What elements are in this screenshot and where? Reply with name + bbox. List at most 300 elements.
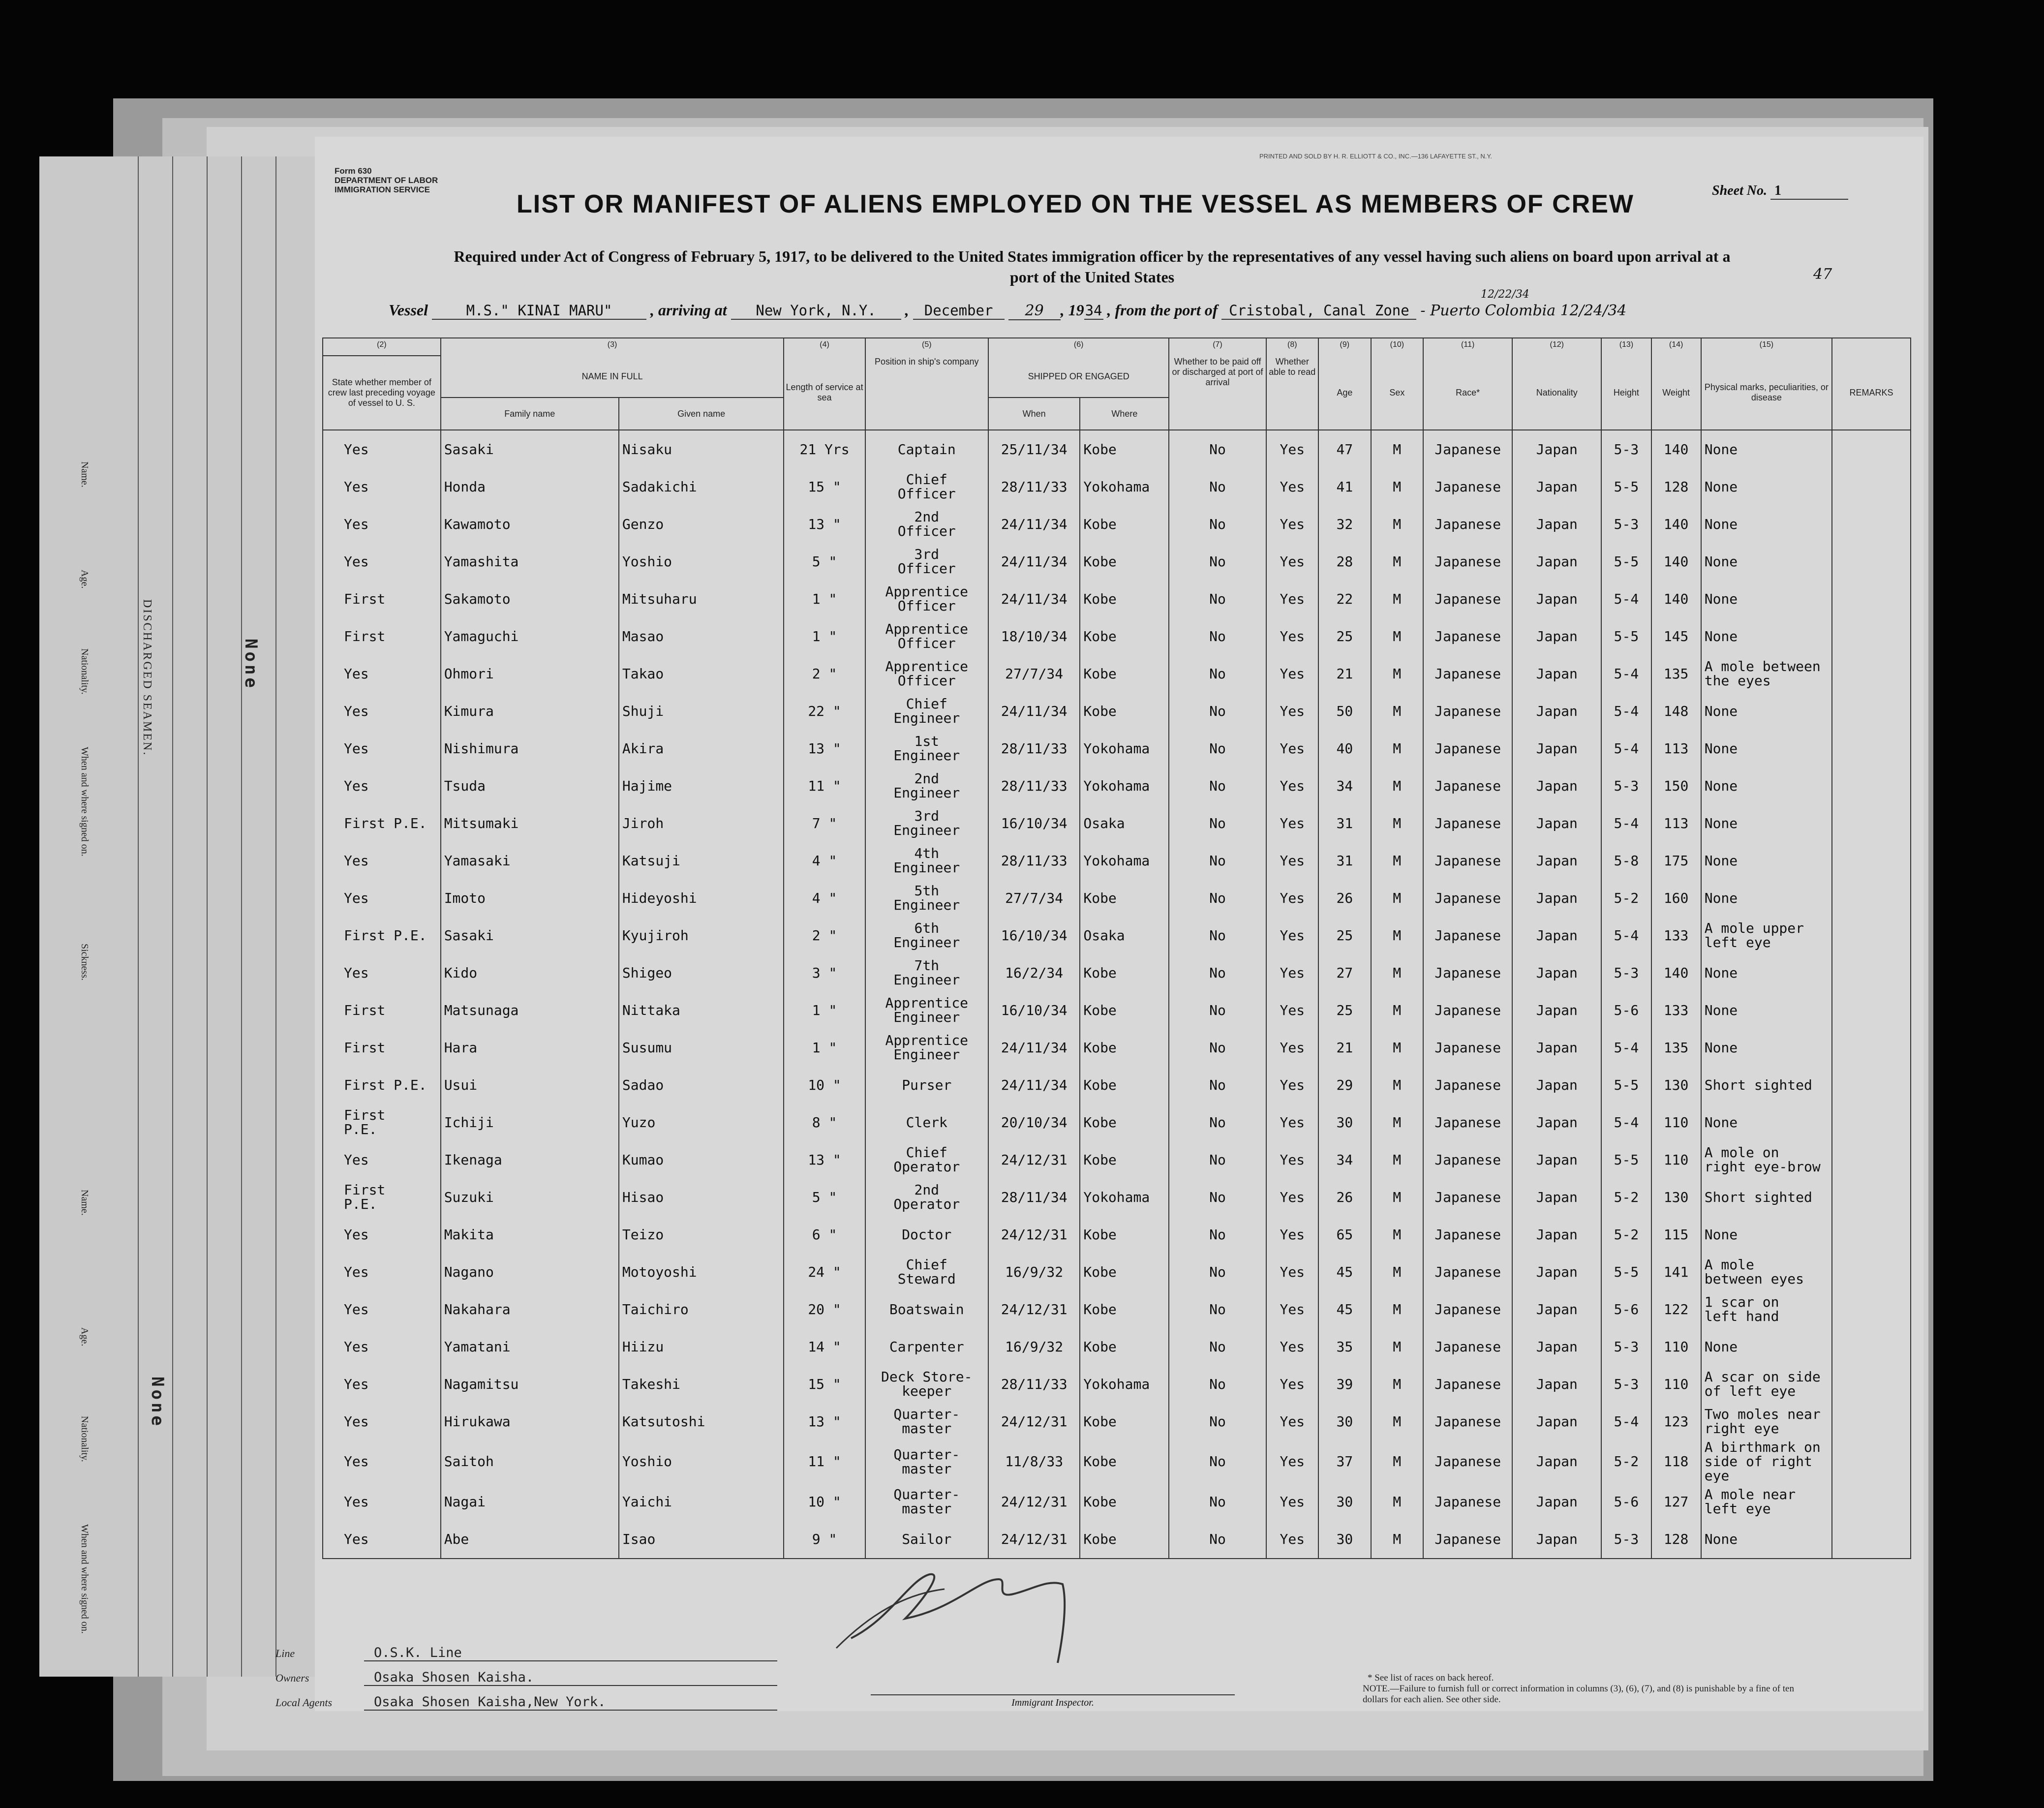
header-physical-marks: Physical marks, peculiarities, or disease bbox=[1701, 356, 1832, 430]
sex-cell: M bbox=[1371, 954, 1424, 991]
shipped-when-cell: 24/11/34 bbox=[988, 1066, 1080, 1103]
inspector-signature bbox=[831, 1545, 1176, 1692]
shipped-where-cell: Kobe bbox=[1080, 430, 1169, 468]
arrival-day: 29 bbox=[1008, 302, 1061, 320]
column-number: (9) bbox=[1318, 338, 1371, 356]
shipped-where-cell: Kobe bbox=[1080, 1141, 1169, 1178]
nationality-cell: Japan bbox=[1512, 655, 1601, 692]
strip-label: Sickness. bbox=[79, 944, 90, 981]
age-cell: 45 bbox=[1318, 1290, 1371, 1328]
length-of-service-cell: 7 " bbox=[784, 804, 865, 842]
position-cell: Quarter- master bbox=[865, 1440, 988, 1483]
strip-label: Nationality. bbox=[79, 648, 90, 695]
weight-cell: 150 bbox=[1651, 767, 1701, 804]
length-of-service-cell: 13 " bbox=[784, 730, 865, 767]
able-to-read-cell: Yes bbox=[1266, 692, 1319, 730]
shipped-where-cell: Kobe bbox=[1080, 543, 1169, 580]
able-to-read-cell: Yes bbox=[1266, 580, 1319, 617]
length-of-service-cell: 1 " bbox=[784, 617, 865, 655]
nationality-cell: Japan bbox=[1512, 767, 1601, 804]
weight-cell: 141 bbox=[1651, 1253, 1701, 1290]
header-paid-off: Whether to be paid off or discharged at port of arrival bbox=[1169, 356, 1266, 430]
sex-cell: M bbox=[1371, 1178, 1424, 1216]
height-cell: 5-2 bbox=[1601, 1178, 1651, 1216]
shipped-when-cell: 11/8/33 bbox=[988, 1440, 1080, 1483]
shipped-where-cell: Yokohama bbox=[1080, 468, 1169, 505]
agents-row bbox=[275, 1694, 777, 1711]
crew-status-cell: Yes bbox=[323, 730, 441, 767]
from-port-label: , from the port of bbox=[1107, 301, 1218, 319]
physical-marks-cell: 1 scar on left hand bbox=[1701, 1290, 1832, 1328]
physical-marks-cell: None bbox=[1701, 767, 1832, 804]
physical-marks-cell: None bbox=[1701, 804, 1832, 842]
note-races: * See list of races on back hereof. bbox=[1368, 1673, 1494, 1683]
nationality-cell: Japan bbox=[1512, 954, 1601, 991]
family-name-cell: Ichiji bbox=[441, 1103, 619, 1141]
nationality-cell: Japan bbox=[1512, 1290, 1601, 1328]
position-cell: Captain bbox=[865, 430, 988, 468]
age-cell: 47 bbox=[1318, 430, 1371, 468]
height-cell: 5-3 bbox=[1601, 1328, 1651, 1365]
table-row bbox=[323, 1216, 1911, 1253]
height-cell: 5-6 bbox=[1601, 991, 1651, 1029]
given-name-cell: Hisao bbox=[619, 1178, 784, 1216]
header-able-read: Whether able to read bbox=[1266, 356, 1319, 430]
able-to-read-cell: Yes bbox=[1266, 1520, 1319, 1558]
physical-marks-cell: None bbox=[1701, 692, 1832, 730]
physical-marks-cell: None bbox=[1701, 1520, 1832, 1558]
weight-cell: 130 bbox=[1651, 1066, 1701, 1103]
crew-status-cell: First bbox=[323, 580, 441, 617]
header-family-name: Family name bbox=[441, 398, 619, 430]
crew-status-cell: First P.E. bbox=[323, 1066, 441, 1103]
paid-off-cell: No bbox=[1169, 430, 1266, 468]
strip-column-line bbox=[241, 156, 242, 1677]
nationality-cell: Japan bbox=[1512, 430, 1601, 468]
crew-status-cell: First bbox=[323, 1029, 441, 1066]
physical-marks-cell: None bbox=[1701, 1216, 1832, 1253]
height-cell: 5-4 bbox=[1601, 917, 1651, 954]
length-of-service-cell: 4 " bbox=[784, 879, 865, 917]
length-of-service-cell: 1 " bbox=[784, 1029, 865, 1066]
table-row bbox=[323, 430, 1911, 468]
handwritten-page-number: 47 bbox=[1813, 266, 1832, 283]
race-cell: Japanese bbox=[1423, 1141, 1512, 1178]
column-number: (11) bbox=[1423, 338, 1512, 356]
column-number: (2) bbox=[323, 338, 441, 356]
able-to-read-cell: Yes bbox=[1266, 1483, 1319, 1520]
race-cell: Japanese bbox=[1423, 1216, 1512, 1253]
header-given-name: Given name bbox=[619, 398, 784, 430]
height-cell: 5-4 bbox=[1601, 1029, 1651, 1066]
race-cell: Japanese bbox=[1423, 1290, 1512, 1328]
physical-marks-cell: None bbox=[1701, 730, 1832, 767]
sex-cell: M bbox=[1371, 1103, 1424, 1141]
crew-table-body bbox=[323, 430, 1911, 1559]
length-of-service-cell: 15 " bbox=[784, 468, 865, 505]
age-cell: 25 bbox=[1318, 617, 1371, 655]
length-of-service-cell: 2 " bbox=[784, 655, 865, 692]
weight-cell: 130 bbox=[1651, 1178, 1701, 1216]
shipped-when-cell: 18/10/34 bbox=[988, 617, 1080, 655]
shipped-when-cell: 20/10/34 bbox=[988, 1103, 1080, 1141]
nationality-cell: Japan bbox=[1512, 1520, 1601, 1558]
height-cell: 5-5 bbox=[1601, 543, 1651, 580]
remarks-cell bbox=[1832, 1403, 1911, 1440]
crew-status-cell: Yes bbox=[323, 1365, 441, 1403]
able-to-read-cell: Yes bbox=[1266, 655, 1319, 692]
remarks-cell bbox=[1832, 1483, 1911, 1520]
age-cell: 30 bbox=[1318, 1483, 1371, 1520]
sex-cell: M bbox=[1371, 468, 1424, 505]
family-name-cell: Ikenaga bbox=[441, 1141, 619, 1178]
paid-off-cell: No bbox=[1169, 767, 1266, 804]
able-to-read-cell: Yes bbox=[1266, 1178, 1319, 1216]
shipped-where-cell: Yokohama bbox=[1080, 842, 1169, 879]
paid-off-cell: No bbox=[1169, 954, 1266, 991]
sex-cell: M bbox=[1371, 1029, 1424, 1066]
paid-off-cell: No bbox=[1169, 1216, 1266, 1253]
position-cell: Doctor bbox=[865, 1216, 988, 1253]
length-of-service-cell: 3 " bbox=[784, 954, 865, 991]
remarks-cell bbox=[1832, 804, 1911, 842]
sex-cell: M bbox=[1371, 991, 1424, 1029]
column-number: (7) bbox=[1169, 338, 1266, 356]
sheet-number-label: Sheet No. bbox=[1712, 183, 1767, 198]
paid-off-cell: No bbox=[1169, 692, 1266, 730]
race-cell: Japanese bbox=[1423, 1483, 1512, 1520]
height-cell: 5-5 bbox=[1601, 468, 1651, 505]
shipped-where-cell: Kobe bbox=[1080, 1403, 1169, 1440]
crew-status-cell: First P.E. bbox=[323, 1103, 441, 1141]
footer-notes bbox=[1363, 1673, 1796, 1705]
position-cell: 3rd Engineer bbox=[865, 804, 988, 842]
header-when: When bbox=[988, 398, 1080, 430]
age-cell: 31 bbox=[1318, 842, 1371, 879]
crew-status-cell: Yes bbox=[323, 1440, 441, 1483]
race-cell: Japanese bbox=[1423, 1440, 1512, 1483]
family-name-cell: Kido bbox=[441, 954, 619, 991]
weight-cell: 128 bbox=[1651, 1520, 1701, 1558]
race-cell: Japanese bbox=[1423, 580, 1512, 617]
table-row bbox=[323, 655, 1911, 692]
given-name-cell: Sadao bbox=[619, 1066, 784, 1103]
vessel-info-line: Vessel M.S." KINAI MARU" , arriving at New York, N.Y. , December 29 , 1934 , from the port of Cristobal, Canal Zone - Puerto Colombia 12/24/34 bbox=[389, 301, 1627, 319]
race-cell: Japanese bbox=[1423, 767, 1512, 804]
shipped-where-cell: Kobe bbox=[1080, 692, 1169, 730]
length-of-service-cell: 6 " bbox=[784, 1216, 865, 1253]
length-of-service-cell: 2 " bbox=[784, 917, 865, 954]
shipped-where-cell: Yokohama bbox=[1080, 1178, 1169, 1216]
shipped-where-cell: Osaka bbox=[1080, 804, 1169, 842]
inspector-line: Immigrant Inspector. bbox=[871, 1694, 1235, 1709]
height-cell: 5-3 bbox=[1601, 1520, 1651, 1558]
shipped-where-cell: Kobe bbox=[1080, 1253, 1169, 1290]
owners-label: Owners bbox=[275, 1672, 309, 1684]
given-name-cell: Kyujiroh bbox=[619, 917, 784, 954]
table-row bbox=[323, 543, 1911, 580]
family-name-cell: Matsunaga bbox=[441, 991, 619, 1029]
able-to-read-cell: Yes bbox=[1266, 804, 1319, 842]
able-to-read-cell: Yes bbox=[1266, 1328, 1319, 1365]
remarks-cell bbox=[1832, 767, 1911, 804]
height-cell: 5-5 bbox=[1601, 1066, 1651, 1103]
shipped-when-cell: 24/11/34 bbox=[988, 692, 1080, 730]
height-cell: 5-3 bbox=[1601, 505, 1651, 543]
able-to-read-cell: Yes bbox=[1266, 1141, 1319, 1178]
length-of-service-cell: 4 " bbox=[784, 842, 865, 879]
physical-marks-cell: Short sighted bbox=[1701, 1066, 1832, 1103]
shipped-when-cell: 24/12/31 bbox=[988, 1216, 1080, 1253]
age-cell: 31 bbox=[1318, 804, 1371, 842]
remarks-cell bbox=[1832, 1253, 1911, 1290]
shipped-where-cell: Kobe bbox=[1080, 954, 1169, 991]
from-port-handwritten: - Puerto Colombia 12/24/34 bbox=[1420, 302, 1627, 319]
strip-label: Nationality. bbox=[79, 1416, 90, 1462]
remarks-cell bbox=[1832, 430, 1911, 468]
table-row bbox=[323, 804, 1911, 842]
remarks-cell bbox=[1832, 692, 1911, 730]
weight-cell: 148 bbox=[1651, 692, 1701, 730]
age-cell: 26 bbox=[1318, 879, 1371, 917]
remarks-cell bbox=[1832, 1290, 1911, 1328]
given-name-cell: Yoshio bbox=[619, 543, 784, 580]
position-cell: Chief Officer bbox=[865, 468, 988, 505]
paid-off-cell: No bbox=[1169, 804, 1266, 842]
remarks-cell bbox=[1832, 1178, 1911, 1216]
weight-cell: 110 bbox=[1651, 1365, 1701, 1403]
remarks-cell bbox=[1832, 879, 1911, 917]
given-name-cell: Motoyoshi bbox=[619, 1253, 784, 1290]
race-cell: Japanese bbox=[1423, 1365, 1512, 1403]
age-cell: 30 bbox=[1318, 1403, 1371, 1440]
table-row bbox=[323, 468, 1911, 505]
header-name-in-full: NAME IN FULL bbox=[441, 356, 784, 398]
physical-marks-cell: A mole between eyes bbox=[1701, 1253, 1832, 1290]
remarks-cell bbox=[1832, 1440, 1911, 1483]
table-row bbox=[323, 505, 1911, 543]
race-cell: Japanese bbox=[1423, 917, 1512, 954]
paid-off-cell: No bbox=[1169, 1403, 1266, 1440]
crew-status-cell: First P.E. bbox=[323, 804, 441, 842]
arrival-port: New York, N.Y. bbox=[731, 302, 901, 320]
family-name-cell: Yamatani bbox=[441, 1328, 619, 1365]
paid-off-cell: No bbox=[1169, 1365, 1266, 1403]
length-of-service-cell: 11 " bbox=[784, 1440, 865, 1483]
header-status: State whether member of crew last preceding voyage of vessel to U. S. bbox=[323, 356, 441, 430]
shipped-where-cell: Kobe bbox=[1080, 1216, 1169, 1253]
weight-cell: 135 bbox=[1651, 655, 1701, 692]
age-cell: 25 bbox=[1318, 917, 1371, 954]
weight-cell: 123 bbox=[1651, 1403, 1701, 1440]
shipped-when-cell: 24/11/34 bbox=[988, 1029, 1080, 1066]
given-name-cell: Masao bbox=[619, 617, 784, 655]
family-name-cell: Kimura bbox=[441, 692, 619, 730]
length-of-service-cell: 14 " bbox=[784, 1328, 865, 1365]
height-cell: 5-4 bbox=[1601, 580, 1651, 617]
remarks-cell bbox=[1832, 842, 1911, 879]
column-number: (5) bbox=[865, 338, 988, 356]
length-of-service-cell: 1 " bbox=[784, 991, 865, 1029]
crew-status-cell: Yes bbox=[323, 692, 441, 730]
shipped-where-cell: Kobe bbox=[1080, 1483, 1169, 1520]
able-to-read-cell: Yes bbox=[1266, 617, 1319, 655]
age-cell: 35 bbox=[1318, 1328, 1371, 1365]
shipped-where-cell: Yokohama bbox=[1080, 767, 1169, 804]
weight-cell: 113 bbox=[1651, 804, 1701, 842]
shipped-when-cell: 28/11/33 bbox=[988, 1365, 1080, 1403]
weight-cell: 113 bbox=[1651, 730, 1701, 767]
sex-cell: M bbox=[1371, 617, 1424, 655]
sheet-number-value: 1 bbox=[1770, 183, 1848, 200]
header-age: Age bbox=[1318, 356, 1371, 430]
printer-credit: PRINTED AND SOLD BY H. R. ELLIOTT & CO., INC.—136 LAFAYETTE ST., N.Y. bbox=[1259, 153, 1492, 160]
physical-marks-cell: A mole upper left eye bbox=[1701, 917, 1832, 954]
shipped-when-cell: 24/11/34 bbox=[988, 505, 1080, 543]
physical-marks-cell: A birthmark on side of right eye bbox=[1701, 1440, 1832, 1483]
shipped-when-cell: 27/7/34 bbox=[988, 655, 1080, 692]
race-cell: Japanese bbox=[1423, 1178, 1512, 1216]
bottom-border-cell bbox=[619, 1558, 784, 1559]
form-service: IMMIGRATION SERVICE bbox=[335, 185, 430, 194]
table-row bbox=[323, 730, 1911, 767]
vessel-label: Vessel bbox=[389, 301, 428, 319]
height-cell: 5-2 bbox=[1601, 1440, 1651, 1483]
family-name-cell: Saitoh bbox=[441, 1440, 619, 1483]
given-name-cell: Katsutoshi bbox=[619, 1403, 784, 1440]
race-cell: Japanese bbox=[1423, 1403, 1512, 1440]
race-cell: Japanese bbox=[1423, 1103, 1512, 1141]
weight-cell: 118 bbox=[1651, 1440, 1701, 1483]
remarks-cell bbox=[1832, 505, 1911, 543]
age-cell: 22 bbox=[1318, 580, 1371, 617]
family-name-cell: Tsuda bbox=[441, 767, 619, 804]
shipped-when-cell: 25/11/34 bbox=[988, 430, 1080, 468]
crew-status-cell: Yes bbox=[323, 842, 441, 879]
family-name-cell: Nagano bbox=[441, 1253, 619, 1290]
header-remarks: REMARKS bbox=[1832, 356, 1911, 430]
given-name-cell: Teizo bbox=[619, 1216, 784, 1253]
able-to-read-cell: Yes bbox=[1266, 1066, 1319, 1103]
sex-cell: M bbox=[1371, 1440, 1424, 1483]
family-name-cell: Honda bbox=[441, 468, 619, 505]
position-cell: 2nd Officer bbox=[865, 505, 988, 543]
height-cell: 5-4 bbox=[1601, 1403, 1651, 1440]
position-cell: Chief Operator bbox=[865, 1141, 988, 1178]
position-cell: Apprentice Officer bbox=[865, 617, 988, 655]
height-cell: 5-3 bbox=[1601, 1365, 1651, 1403]
sheet-number bbox=[1712, 183, 1848, 200]
sex-cell: M bbox=[1371, 804, 1424, 842]
nationality-cell: Japan bbox=[1512, 1328, 1601, 1365]
shipped-where-cell: Kobe bbox=[1080, 505, 1169, 543]
shipped-when-cell: 24/12/31 bbox=[988, 1520, 1080, 1558]
age-cell: 34 bbox=[1318, 1141, 1371, 1178]
nationality-cell: Japan bbox=[1512, 842, 1601, 879]
weight-cell: 122 bbox=[1651, 1290, 1701, 1328]
able-to-read-cell: Yes bbox=[1266, 767, 1319, 804]
paid-off-cell: No bbox=[1169, 655, 1266, 692]
family-name-cell: Makita bbox=[441, 1216, 619, 1253]
weight-cell: 110 bbox=[1651, 1328, 1701, 1365]
weight-cell: 175 bbox=[1651, 842, 1701, 879]
paid-off-cell: No bbox=[1169, 730, 1266, 767]
column-number: (6) bbox=[988, 338, 1169, 356]
family-name-cell: Yamaguchi bbox=[441, 617, 619, 655]
given-name-cell: Taichiro bbox=[619, 1290, 784, 1328]
line-label: Line bbox=[275, 1647, 295, 1659]
table-row bbox=[323, 842, 1911, 879]
physical-marks-cell: None bbox=[1701, 1328, 1832, 1365]
position-cell: Clerk bbox=[865, 1103, 988, 1141]
remarks-cell bbox=[1832, 1520, 1911, 1558]
race-cell: Japanese bbox=[1423, 655, 1512, 692]
year-suffix: 34 bbox=[1085, 302, 1102, 319]
nationality-cell: Japan bbox=[1512, 505, 1601, 543]
height-cell: 5-3 bbox=[1601, 767, 1651, 804]
sex-cell: M bbox=[1371, 1216, 1424, 1253]
height-cell: 5-8 bbox=[1601, 842, 1651, 879]
subtitle-line-1: Required under Act of Congress of February 5, 1917, to be delivered to the United States immigration officer by the representatives of any vessel having such aliens on board upon arrival at a bbox=[454, 247, 1731, 265]
age-cell: 30 bbox=[1318, 1103, 1371, 1141]
nationality-cell: Japan bbox=[1512, 617, 1601, 655]
table-row bbox=[323, 1066, 1911, 1103]
nationality-cell: Japan bbox=[1512, 1403, 1601, 1440]
crew-status-cell: Yes bbox=[323, 1290, 441, 1328]
remarks-cell bbox=[1832, 655, 1911, 692]
header-race: Race* bbox=[1423, 356, 1512, 430]
sex-cell: M bbox=[1371, 580, 1424, 617]
crew-status-cell: Yes bbox=[323, 1403, 441, 1440]
table-row bbox=[323, 879, 1911, 917]
family-name-cell: Hirukawa bbox=[441, 1403, 619, 1440]
column-number: (10) bbox=[1371, 338, 1424, 356]
family-name-cell: Nishimura bbox=[441, 730, 619, 767]
length-of-service-cell: 1 " bbox=[784, 580, 865, 617]
physical-marks-cell: None bbox=[1701, 430, 1832, 468]
position-cell: Quarter- master bbox=[865, 1483, 988, 1520]
nationality-cell: Japan bbox=[1512, 1216, 1601, 1253]
length-of-service-cell: 11 " bbox=[784, 767, 865, 804]
shipped-when-cell: 28/11/33 bbox=[988, 730, 1080, 767]
age-cell: 40 bbox=[1318, 730, 1371, 767]
height-cell: 5-3 bbox=[1601, 954, 1651, 991]
position-cell: Apprentice Officer bbox=[865, 580, 988, 617]
weight-cell: 140 bbox=[1651, 580, 1701, 617]
table-row bbox=[323, 1328, 1911, 1365]
able-to-read-cell: Yes bbox=[1266, 991, 1319, 1029]
header-weight: Weight bbox=[1651, 356, 1701, 430]
height-cell: 5-4 bbox=[1601, 804, 1651, 842]
sex-cell: M bbox=[1371, 842, 1424, 879]
length-of-service-cell: 13 " bbox=[784, 1141, 865, 1178]
header-position: Position in ship's company bbox=[865, 356, 988, 430]
table-row bbox=[323, 580, 1911, 617]
race-cell: Japanese bbox=[1423, 692, 1512, 730]
sex-cell: M bbox=[1371, 767, 1424, 804]
paid-off-cell: No bbox=[1169, 1440, 1266, 1483]
form-department: DEPARTMENT OF LABOR bbox=[335, 176, 438, 185]
paid-off-cell: No bbox=[1169, 1290, 1266, 1328]
page-subtitle bbox=[315, 246, 1869, 287]
given-name-cell: Yaichi bbox=[619, 1483, 784, 1520]
nationality-cell: Japan bbox=[1512, 804, 1601, 842]
race-cell: Japanese bbox=[1423, 954, 1512, 991]
able-to-read-cell: Yes bbox=[1266, 1403, 1319, 1440]
position-cell: Chief Engineer bbox=[865, 692, 988, 730]
shipped-where-cell: Yokohama bbox=[1080, 730, 1169, 767]
paid-off-cell: No bbox=[1169, 543, 1266, 580]
